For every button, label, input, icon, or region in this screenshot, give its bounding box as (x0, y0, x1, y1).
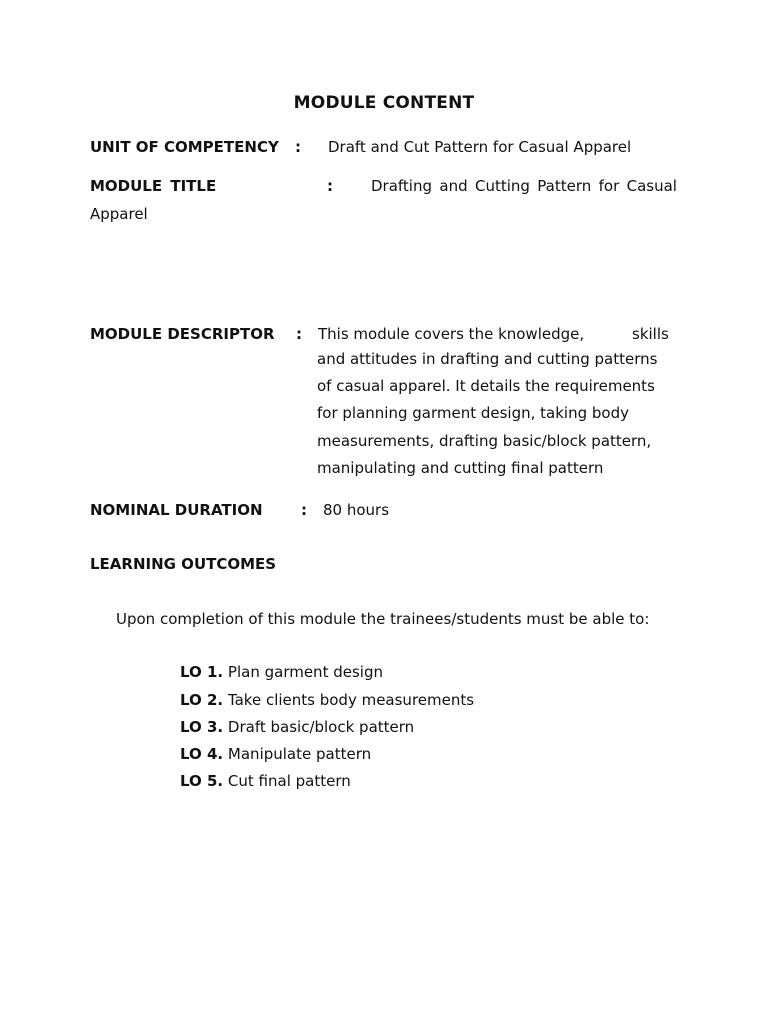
learning-outcome-number: LO 1. (180, 663, 224, 681)
nominal-duration-label: NOMINAL DURATION (90, 501, 263, 519)
module-descriptor-label: MODULE DESCRIPTOR (90, 325, 275, 343)
module-title-word: Pattern (537, 177, 592, 195)
module-title-colon: : (327, 177, 333, 195)
learning-outcome-item (180, 772, 351, 790)
module-title-continuation: Apparel (90, 205, 148, 223)
unit-of-competency-colon: : (295, 138, 301, 156)
descriptor-line: for planning garment design, taking body (317, 404, 629, 423)
learning-outcome-text: Cut final pattern (227, 772, 351, 790)
module-title-word: for (598, 177, 620, 195)
descriptor-line: of casual apparel. It details the requirements (317, 377, 655, 396)
module-title-value (371, 177, 677, 195)
module-descriptor-text (317, 346, 657, 482)
module-title-word: and (439, 177, 468, 195)
learning-outcome-number: LO 3. (180, 718, 224, 736)
learning-outcome-item (180, 718, 414, 736)
learning-outcome-number: LO 5. (180, 772, 224, 790)
learning-outcomes-intro: Upon completion of this module the trainees/students must be able to: (116, 610, 650, 628)
nominal-duration-colon: : (301, 501, 307, 519)
learning-outcome-text: Take clients body measurements (227, 691, 475, 709)
module-title-word: Cutting (474, 177, 530, 195)
module-descriptor-first-line: This module covers the knowledge, (318, 325, 585, 343)
unit-of-competency-label: UNIT OF COMPETENCY (90, 138, 279, 156)
module-title-label: MODULE TITLE (90, 177, 217, 195)
learning-outcomes-heading: LEARNING OUTCOMES (90, 555, 277, 573)
learning-outcome-item (180, 745, 371, 763)
nominal-duration-value: 80 hours (323, 501, 390, 519)
learning-outcome-item (180, 663, 383, 681)
descriptor-line: and attitudes in drafting and cutting patterns (317, 350, 658, 368)
page-title: MODULE CONTENT (293, 93, 475, 113)
descriptor-line: manipulating and cutting final pattern (317, 458, 604, 477)
learning-outcome-text: Draft basic/block pattern (227, 718, 415, 736)
module-title-word: Drafting (371, 177, 433, 195)
learning-outcome-text: Plan garment design (227, 663, 383, 681)
learning-outcome-number: LO 4. (180, 745, 224, 763)
learning-outcome-item (180, 691, 474, 709)
module-title-word: Casual (626, 177, 677, 195)
module-descriptor-colon: : (296, 325, 302, 343)
learning-outcome-number: LO 2. (180, 691, 224, 709)
learning-outcome-text: Manipulate pattern (227, 745, 372, 763)
unit-of-competency-value: Draft and Cut Pattern for Casual Apparel (328, 138, 632, 156)
descriptor-line: measurements, drafting basic/block pattern, (317, 431, 652, 450)
module-descriptor-first-line-end: skills (632, 325, 669, 343)
